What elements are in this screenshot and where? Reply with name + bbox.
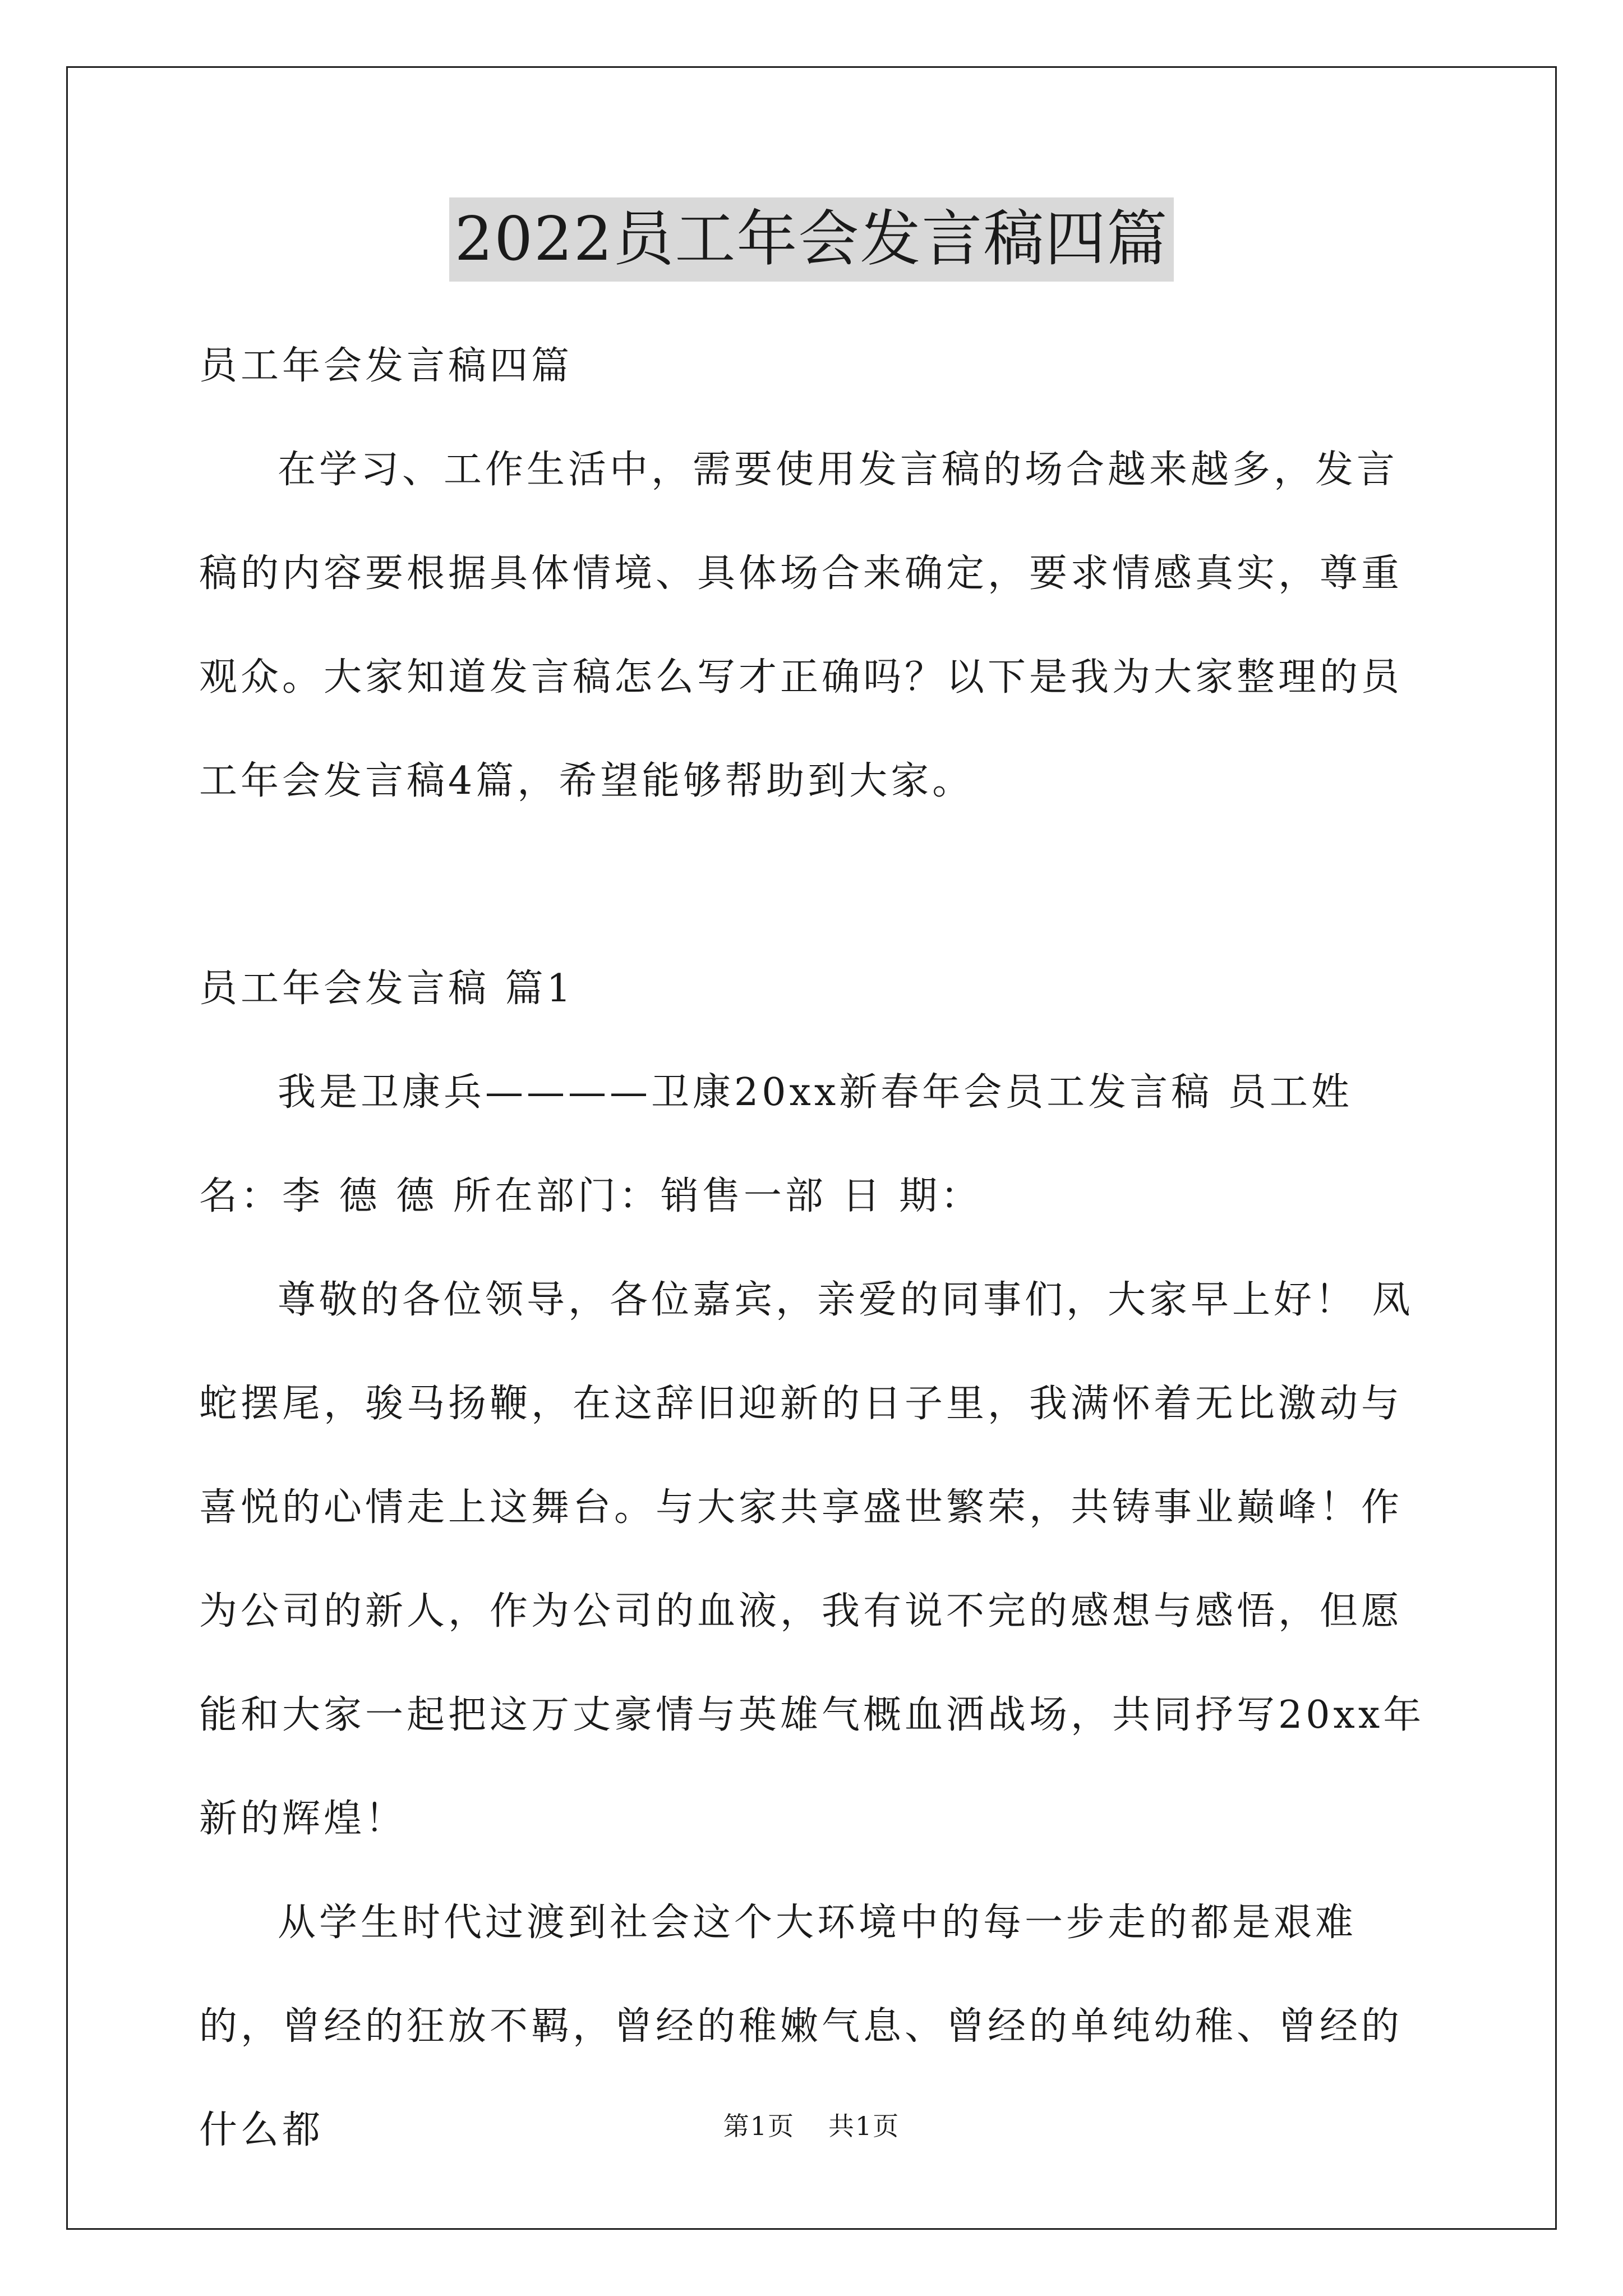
page-total: 共1页 xyxy=(828,2111,900,2141)
intro-paragraph: 在学习、工作生活中，需要使用发言稿的场合越来越多，发言稿的内容要根据具体情境、具体场合来确定，要求情感真实，尊重观众。大家知道发言稿怎么写才正确吗？以下是我为大家整理的员工年会发言稿4篇，希望能够帮助到大家。 xyxy=(199,448,1403,803)
document-body xyxy=(199,314,1433,2182)
document-subtitle: 员工年会发言稿四篇 xyxy=(199,344,573,388)
section-heading: 员工年会发言稿 篇1 xyxy=(199,967,574,1011)
title-container xyxy=(0,197,1623,282)
body-paragraph: 从学生时代过渡到社会这个大环境中的每一步走的都是艰难的，曾经的狂放不羁，曾经的稚嫩气息、曾经的单纯幼稚、曾经的什么都 xyxy=(199,1901,1403,2152)
body-paragraph: 尊敬的各位领导，各位嘉宾，亲爱的同事们，大家早上好！ 凤蛇摆尾，骏马扬鞭，在这辞旧迎新的日子里，我满怀着无比激动与喜悦的心情走上这舞台。与大家共享盛世繁荣，共铸事业巅峰！作为公司的新人，作为公司的血液，我有说不完的感想与感悟，但愿能和大家一起把这万丈豪情与英雄气概血洒战场，共同抒写20xx年新的辉煌！ xyxy=(199,1278,1425,1841)
page-number: 第1页 xyxy=(723,2111,795,2141)
page-footer xyxy=(0,2104,1623,2148)
section-gap xyxy=(199,833,1433,937)
body-paragraph: 我是卫康兵————卫康20xx新春年会员工发言稿 员工姓名：李 德 德 所在部门：销售一部 日 期： xyxy=(199,1070,1353,1218)
document-title: 2022员工年会发言稿四篇 xyxy=(449,197,1174,282)
